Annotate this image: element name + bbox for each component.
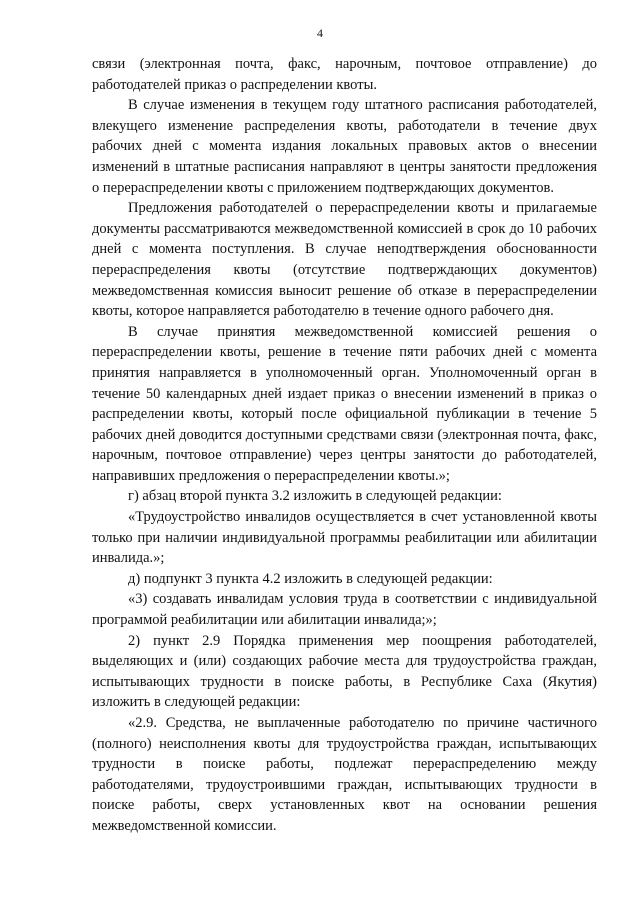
paragraph-item-g-text: «Трудоустройство инвалидов осуществляется в счет установленной квоты только при наличии индивидуальной программы реабилитации или абилитации инвалида.»; bbox=[92, 509, 597, 567]
paragraph-item-d: д) подпункт 3 пункта 4.2 изложить в следующей редакции: bbox=[128, 570, 493, 587]
paragraph-staff-schedule-change: В случае изменения в текущем году штатного расписания работодателей, влекущего изменение распределения квоты, работодатели в течение двух рабочих дней с момента издания локальных правовых актов о внесении изменений в штатные расписания направляют в центры занятости предложения о перераспределении квоты с приложением подтверждающих документов. bbox=[92, 97, 597, 196]
paragraph-item-g: г) абзац второй пункта 3.2 изложить в следующей редакции: bbox=[128, 488, 502, 505]
paragraph-commission-review: Предложения работодателей о перераспределении квоты и прилагаемые документы рассматриваются межведомственной комиссией в срок до 10 рабочих дней с момента поступления. В случае неподтверждения обоснованности перераспределения квоты (отсутствие подтверждающих документов) межведомственная комиссия выносит решение об отказе в перераспределении квоты, которое направляется работодателю в течение одного рабочего дня. bbox=[92, 200, 597, 320]
paragraph-continuation: связи (электронная почта, факс, нарочным, почтовое отправление) до работодателей приказ о распределении квоты. bbox=[92, 56, 597, 93]
page-number: 4 bbox=[317, 26, 323, 40]
paragraph-item-2: 2) пункт 2.9 Порядка применения мер поощрения работодателей, выделяющих и (или) создающих рабочие места для трудоустройства граждан, испытывающих трудности в поиске работы, в Республике Саха (Якутия) изложить в следующей редакции: bbox=[92, 632, 597, 711]
paragraph-commission-decision: В случае принятия межведомственной комиссией решения о перераспределении квоты, решение в течение пяти рабочих дней с момента принятия направляется в уполномоченный орган. Уполномоченный орган в течение 50 календарных дней издает приказ о внесении изменений в приказ о распределении квоты, который после официальной публикации в течение 5 рабочих дней доводится доступными средствами связи (электронная почта, факс, нарочным, почтовое отправление) через центры занятости до работодателей, направивших предложения о перераспределении квоты.»; bbox=[92, 323, 597, 484]
document-body bbox=[92, 54, 597, 837]
paragraph-item-2-9-text: «2.9. Средства, не выплаченные работодателю по причине частичного (полного) неисполнения квоты для трудоустройства граждан, испытывающих трудности в поиске работы, подлежат перераспределению между работодателями, трудоустроившими граждан, испытывающих трудности в поиске работы, сверх установленных квот на основании решения межведомственной комиссии. bbox=[92, 715, 597, 834]
paragraph-item-d-text: «3) создавать инвалидам условия труда в соответствии с индивидуальной программой реабилитации или абилитации инвалида;»; bbox=[92, 591, 597, 629]
